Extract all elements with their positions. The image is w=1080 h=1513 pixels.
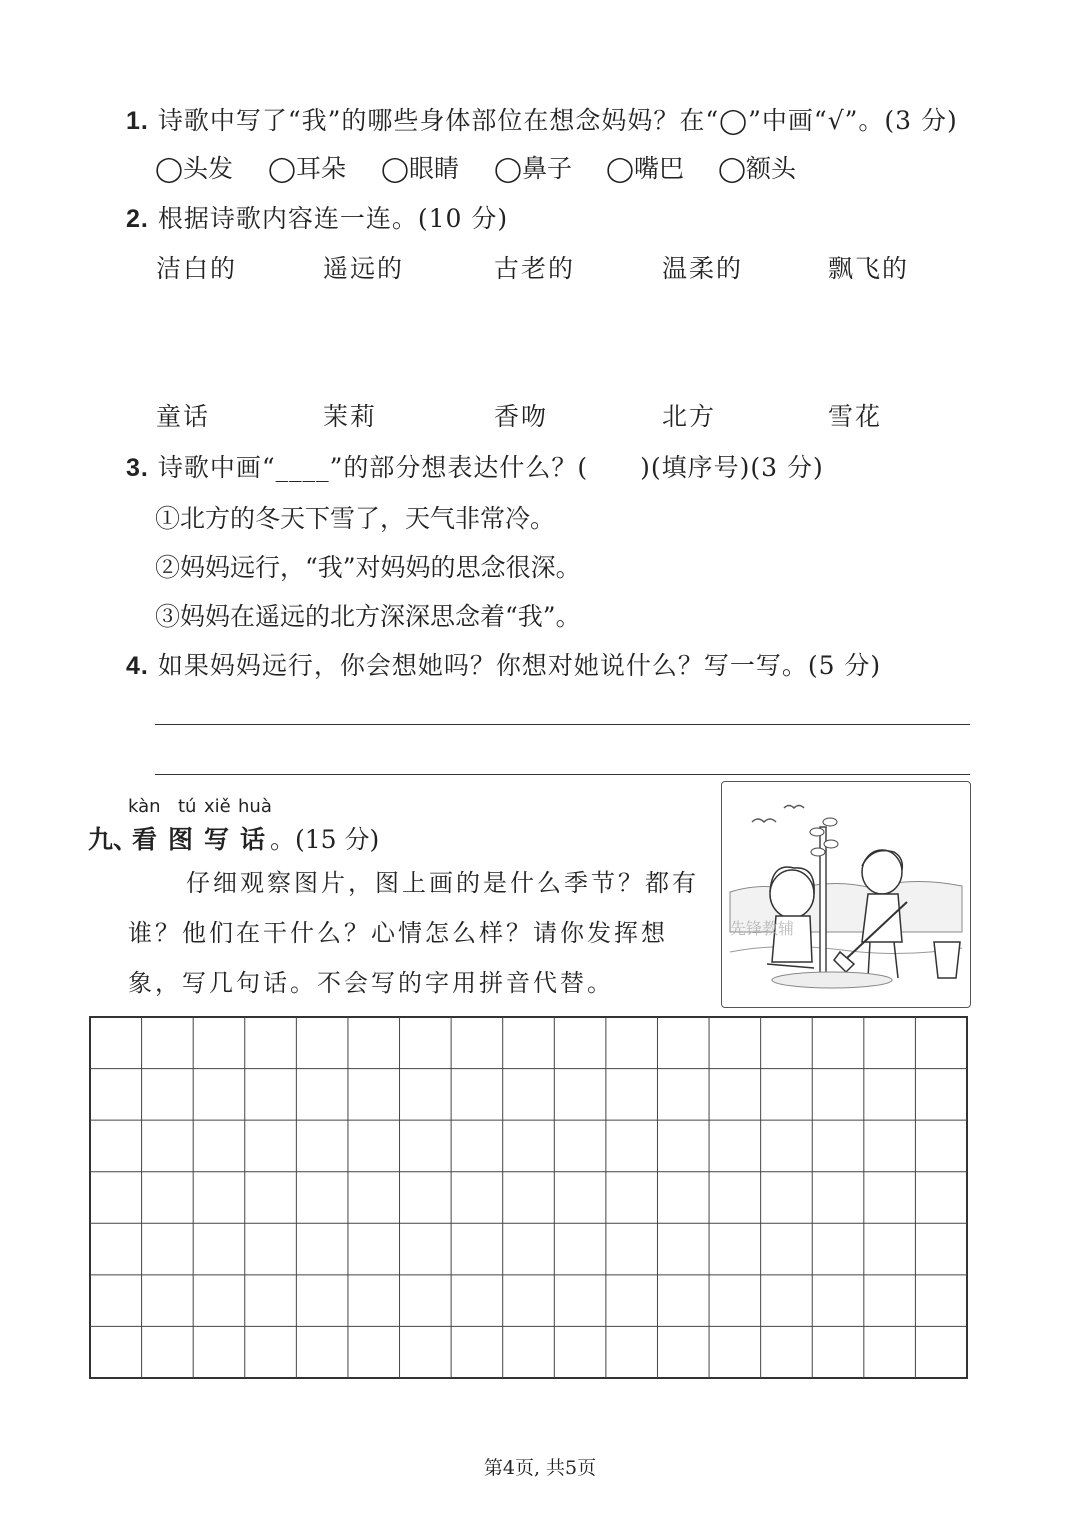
answer-line[interactable]: [155, 774, 970, 775]
match-bottom-word[interactable]: 香吻: [494, 402, 549, 431]
question-4-number: 4.: [126, 652, 149, 680]
illustration-frame: [721, 781, 971, 1008]
illustration-tree-planting: [722, 782, 970, 1007]
pinyin-kan: kàn: [128, 796, 161, 817]
question-4: [126, 646, 881, 682]
q1-option-5[interactable]: ◯嘴巴: [606, 154, 684, 183]
q1-option-2[interactable]: ◯耳朵: [268, 154, 346, 183]
match-top-word[interactable]: 古老的: [494, 254, 576, 283]
writing-grid-lines: [89, 1016, 968, 1379]
pinyin-tu: tú: [178, 796, 197, 817]
q3-option-2: ②妈妈远行，“我”对妈妈的思念很深。: [155, 553, 581, 582]
q3-option-3: ③妈妈在遥远的北方深深思念着“我”。: [155, 602, 581, 631]
writing-grid[interactable]: [89, 1016, 968, 1379]
section-9-score: 。(15 分): [270, 825, 380, 854]
match-bottom-word[interactable]: 童话: [156, 402, 211, 431]
q1-option-4[interactable]: ◯鼻子: [494, 154, 572, 183]
question-2-text: 根据诗歌内容连一连。(10 分): [157, 204, 509, 233]
match-bottom-word[interactable]: 雪花: [828, 402, 883, 431]
question-1-number: 1.: [126, 107, 149, 135]
q1-option-1[interactable]: ◯头发: [155, 154, 233, 183]
match-top-word[interactable]: 洁白的: [156, 254, 238, 283]
pinyin-xie: xiě: [204, 796, 231, 817]
q1-option-6[interactable]: ◯额头: [718, 154, 796, 183]
q1-option-3[interactable]: ◯眼睛: [381, 154, 459, 183]
grid-border: [90, 1017, 967, 1378]
page-number: 第4页, 共5页: [483, 1457, 597, 1479]
section-9-char: 写: [204, 825, 230, 854]
section-9-char: 图: [168, 825, 194, 854]
question-3-text: 诗歌中画“____”的部分想表达什么？( )(填序号)(3 分): [157, 453, 824, 482]
question-2: [126, 199, 508, 235]
section-9-char: 看: [132, 825, 158, 854]
answer-line[interactable]: [155, 724, 970, 725]
question-3-number: 3.: [126, 454, 149, 482]
section-9-prompt: 仔细观察图片，图上画的是什么季节？都有谁？他们在干什么？心情怎么样？请你发挥想象，写几句话。不会写的字用拼音代替。: [128, 869, 699, 997]
illustration-watermark: 先锋教辅: [730, 919, 795, 938]
q3-option-1: ①北方的冬天下雪了，天气非常冷。: [155, 504, 556, 533]
question-1-text: 诗歌中写了“我”的哪些身体部位在想念妈妈？在“◯”中画“√”。(3 分): [157, 106, 958, 135]
match-top-word[interactable]: 温柔的: [662, 254, 744, 283]
pinyin-hua: huà: [238, 796, 272, 817]
match-bottom-word[interactable]: 北方: [662, 402, 717, 431]
question-2-number: 2.: [126, 205, 149, 233]
section-9-prefix: 九、: [88, 825, 139, 854]
question-1: [126, 101, 958, 137]
question-4-text: 如果妈妈远行，你会想她吗？你想对她说什么？写一写。(5 分): [157, 651, 882, 680]
section-9-char: 话: [240, 825, 266, 854]
match-bottom-word[interactable]: 茉莉: [323, 402, 378, 431]
match-top-word[interactable]: 飘飞的: [828, 254, 910, 283]
question-3: [126, 448, 824, 484]
match-top-word[interactable]: 遥远的: [323, 254, 405, 283]
